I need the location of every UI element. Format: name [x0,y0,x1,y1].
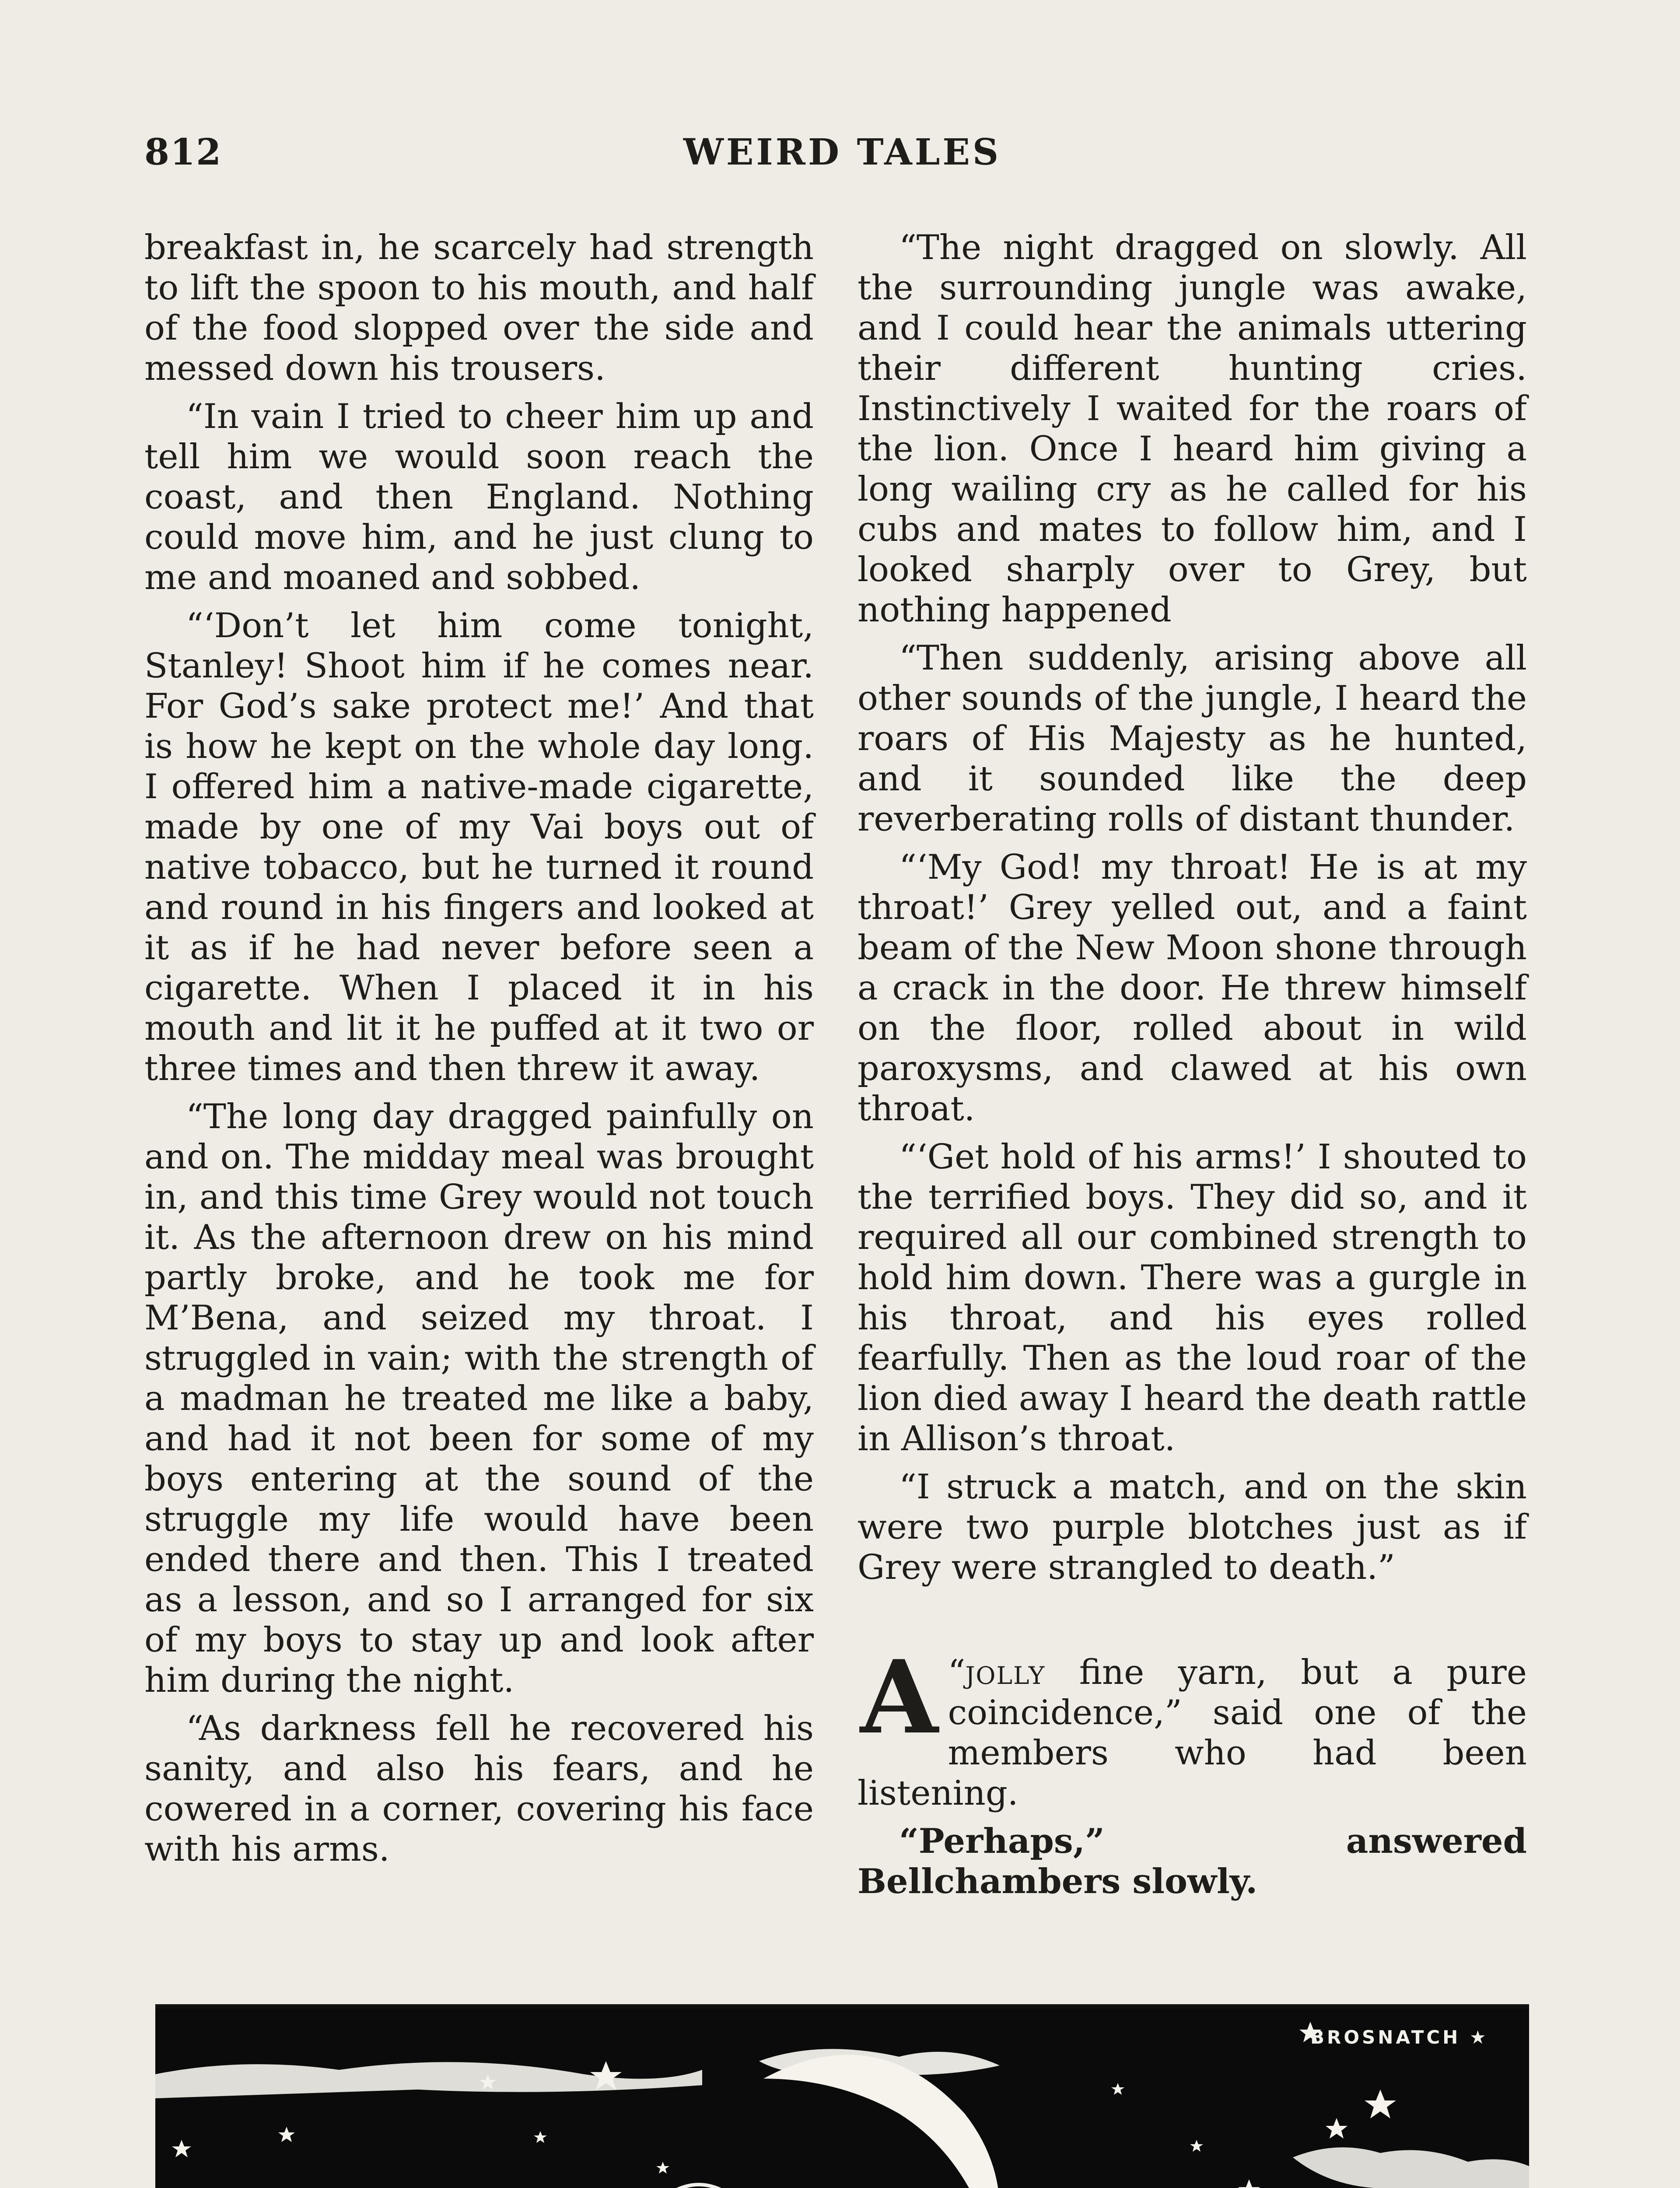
paragraph: “The long day dragged painfully on and on. The midday meal was brought in, and this time Grey would not touch it. As the afternoon drew on his mind partly broke, and he took me for M’Bena, and seized my throat. I struggled in vain; with the strength of a madman he treated me like a baby, and had it not been for some of my boys entering at the sound of the struggle my life would have been ended there and then. This I treated as a lesson, and so I arranged for six of my boys to stay up and look after him during the night. [144,1097,814,1700]
magazine-title: WEIRD TALES [683,131,1001,173]
left-column [144,228,814,1877]
closing-paragraph [858,1638,1527,1813]
artist-signature: BROSNATCH ★ [1310,2027,1489,2048]
section-break [858,1595,1527,1652]
skeletons [516,2184,1490,2188]
star-icon [1190,2140,1203,2152]
star-icon [1365,2090,1396,2118]
paragraph: “‘Don’t let him come tonight, Stanley! Shoot him if he comes near. For God’s sake protect me!’ And that is how he kept on the whole day long. I offered him a native-made cigarette, made by one of my Vai boys out of native tobacco, but he turned it round and round in his fingers and looked at it as if he had never before seen a cigarette. When I placed it in his mouth and lit it he puffed at it two or three times and then threw it away. [144,606,814,1088]
crescent-moon-icon [763,2055,1000,2188]
paragraph: “‘Get hold of his arms!’ I shouted to the terrified boys. They did so, and it required all our combined strength to hold him down. There was a gurgle in his throat, and his eyes rolled fearfully. Then as the loud roar of the lion died away I heard the death rattle in Allison’s throat. [858,1137,1527,1459]
night-scene-illustration [155,2009,1529,2188]
star-icon [656,2162,669,2174]
tailpiece-illustration [155,2004,1529,2188]
drop-cap: A [860,1638,938,1757]
paragraph: “‘My God! my throat! He is at my throat!’ Grey yelled out, and a faint beam of the New Moon shone through a crack in the door. He threw himself on the floor, rolled about in wild paroxysms, and clawed at his own throat. [858,848,1527,1129]
cloud [155,2062,702,2098]
paragraph: “The night dragged on slowly. All the surrounding jungle was awake, and I could hear the animals uttering their different hunting cries. Instinctively I waited for the roars of the lion. Once I heard him giving a long wailing cry as he called for his cubs and mates to follow him, and I looked sharply over to Grey, but nothing happened [858,228,1527,630]
right-column [858,228,1527,1910]
star-icon [1111,2083,1124,2095]
paragraph: “I struck a match, and on the skin were two purple blotches just as if Grey were strangled to death.” [858,1467,1527,1587]
star-icon [172,2140,191,2157]
star-icon [278,2127,295,2142]
paragraph: “As darkness fell he recovered his sanity, and also his fears, and he cowered in a corner, covering his face with his arms. [144,1709,814,1869]
page-number: 812 [144,131,222,173]
star-icon [534,2131,547,2143]
paragraph: “In vain I tried to cheer him up and tell him we would soon reach the coast, and then England. Nothing could move him, and he just clung to me and moaned and sobbed. [144,397,814,597]
paragraph: “Then suddenly, arising above all other sounds of the jungle, I heard the roars of His Majesty as he hunted, and it sounded like the deep reverberating rolls of distant thunder. [858,638,1527,839]
star-icon [1326,2118,1348,2139]
final-paragraph: “Perhaps,” answered Bellchambers slowly. [858,1821,1527,1901]
paragraph: breakfast in, he scarcely had strength to lift the spoon to his mouth, and half of the food slopped over the side and messed down his trousers. [144,228,814,388]
page-header [144,131,1540,193]
cloud [1293,2147,1529,2188]
stars [172,2022,1479,2188]
smallcaps-word: jolly [965,1653,1046,1692]
opening-quote: “ [948,1653,966,1692]
closing-text: fine yarn, but a pure coincidence,” said one of the members who had been listening. [858,1653,1527,1813]
star-icon [1238,2179,1260,2188]
